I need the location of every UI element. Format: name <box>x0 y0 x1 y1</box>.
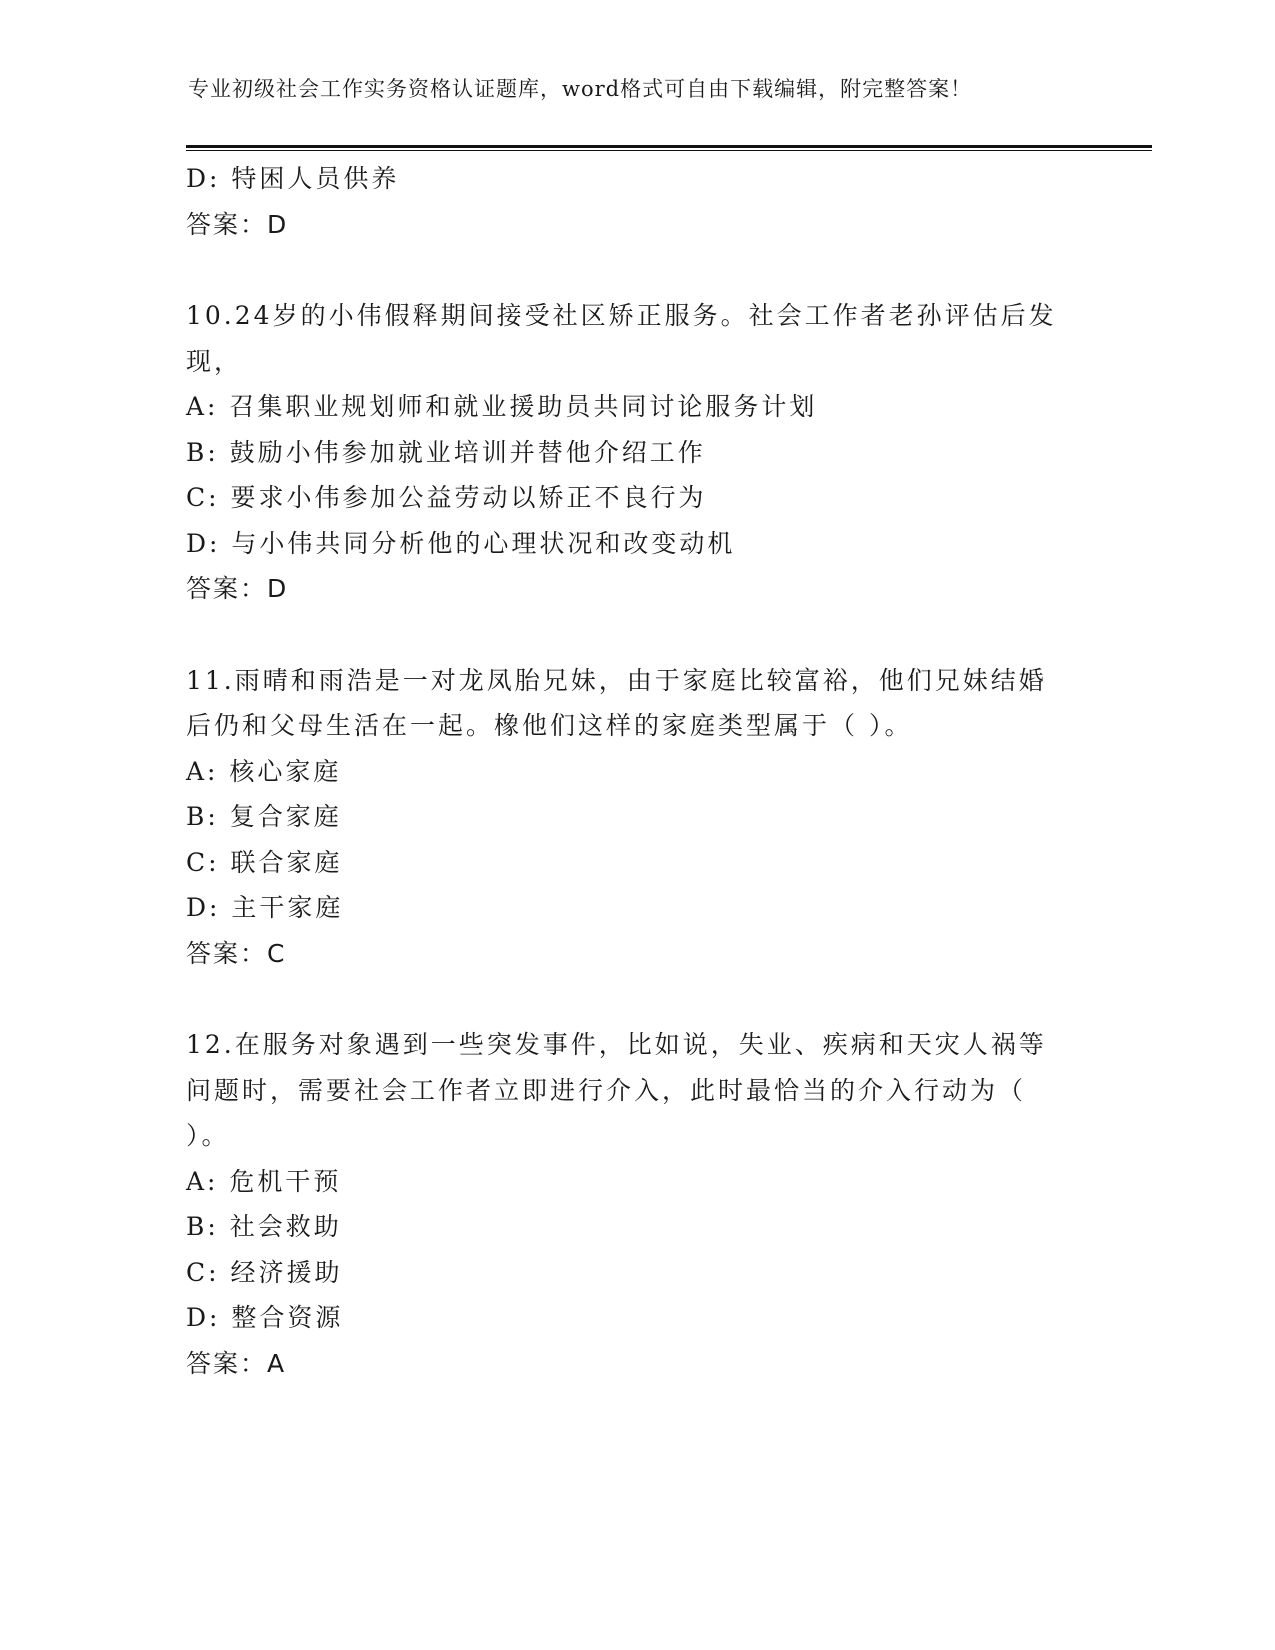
option-b: B: 鼓励小伟参加就业培训并替他介绍工作 <box>186 437 706 467</box>
question-content <box>186 156 1086 1386</box>
answer-line: 答案：D <box>186 574 289 603</box>
question-11 <box>186 658 1086 977</box>
answer-line: 答案：C <box>186 938 287 968</box>
option-c: C: 经济援助 <box>186 1257 343 1287</box>
answer-line: 答案：D <box>186 209 289 239</box>
option-a: A: 召集职业规划师和就业援助员共同讨论服务计划 <box>186 392 818 421</box>
previous-question <box>186 156 1086 247</box>
question-stem: 现， <box>186 346 243 376</box>
answer-line: 答案：A <box>186 1348 287 1378</box>
option-a: A: 核心家庭 <box>186 756 342 786</box>
option-c: C: 要求小伟参加公益劳动以矫正不良行为 <box>186 483 707 512</box>
spacer <box>186 247 1086 293</box>
page-header: 专业初级社会工作实务资格认证题库，word格式可自由下载编辑，附完整答案！ <box>188 77 973 101</box>
option-b: B: 复合家庭 <box>186 802 342 831</box>
question-stem: 11.雨晴和雨浩是一对龙凤胎兄妹，由于家庭比较富裕，他们兄妹结婚 <box>186 665 1047 695</box>
question-stem: 12.在服务对象遇到一些突发事件，比如说，失业、疾病和天灾人祸等 <box>186 1030 1047 1059</box>
question-stem: 10.24岁的小伟假释期间接受社区矫正服务。社会工作者老孙评估后发 <box>186 301 1057 330</box>
question-10 <box>186 293 1086 612</box>
option-b: B: 社会救助 <box>186 1212 342 1241</box>
option-d: D: 主干家庭 <box>186 893 344 922</box>
question-12 <box>186 1022 1086 1386</box>
spacer <box>186 612 1086 658</box>
spacer <box>186 976 1086 1022</box>
question-stem: 问题时，需要社会工作者立即进行介入，此时最恰当的介入行动为（ <box>186 1075 1027 1105</box>
header-rule-thick <box>186 145 1152 148</box>
question-stem: ）。 <box>186 1121 230 1150</box>
header-rule-thin <box>186 150 1152 151</box>
option-c: C: 联合家庭 <box>186 847 343 877</box>
option-d: D: 整合资源 <box>186 1303 344 1332</box>
option-a: A: 危机干预 <box>186 1166 342 1196</box>
option-d: D: 特困人员供养 <box>186 164 400 193</box>
option-d: D: 与小伟共同分析他的心理状况和改变动机 <box>186 528 736 558</box>
question-stem: 后仍和父母生活在一起。橡他们这样的家庭类型属于（ ）。 <box>186 711 913 740</box>
